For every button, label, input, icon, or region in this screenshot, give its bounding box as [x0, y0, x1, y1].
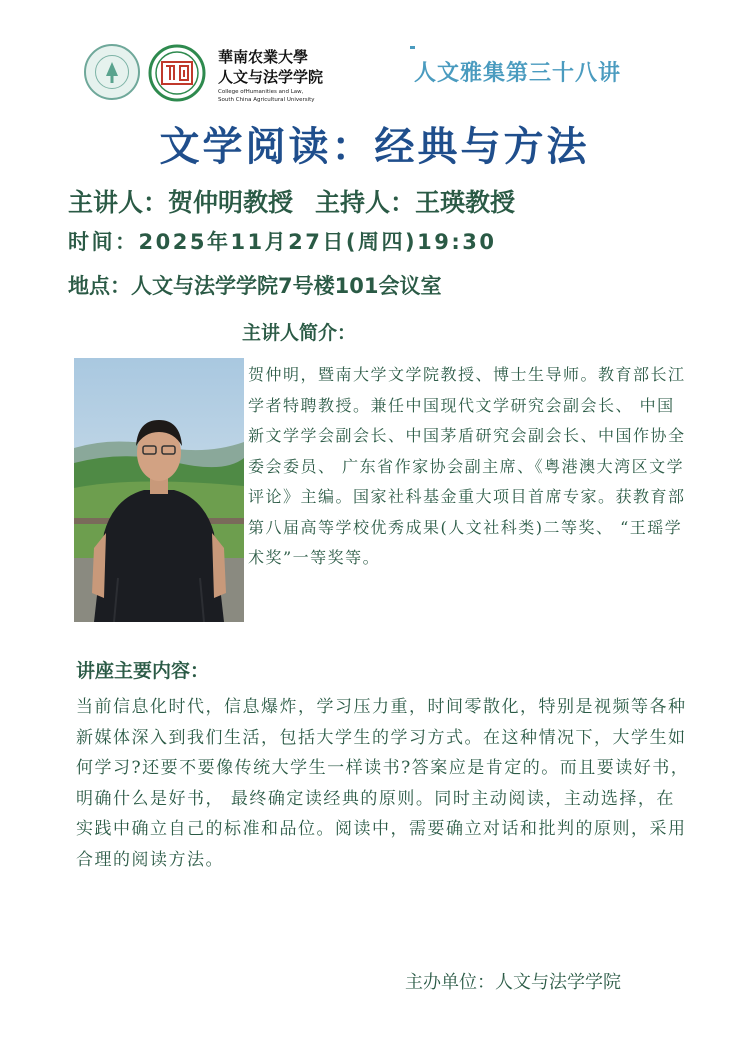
college-name-english-line2: South China Agricultural University	[218, 97, 315, 103]
bio-heading: 主讲人简介：	[242, 322, 357, 344]
lecture-time: 时间：2025年11月27日(周四)19:30	[68, 230, 497, 254]
speaker: 主讲人：贺仲明教授	[68, 188, 294, 217]
content-heading: 讲座主要内容：	[76, 660, 210, 682]
lecture-location: 地点：人文与法学学院7号楼101会议室	[68, 274, 442, 298]
lecture-series: 人文雅集第三十八讲	[414, 61, 622, 86]
speaker-bio: 贺仲明，暨南大学文学院教授、博士生导师。教育部长江学者特聘教授。兼任中国现代文学研究会副会长、 中国新文学学会副会长、中国茅盾研究会副会长、中国作协全委会委员、 广东省作家协会副主席、《粤港澳大湾区文学评论》主编。国家社科基金重大项目首席专家。获教育部第八届高等学校优秀成果(人文社科类)二等奖、 “王瑶学术奖”一等奖等。	[248, 365, 686, 567]
university-logo	[84, 44, 140, 100]
decorative-dash	[410, 46, 415, 49]
college-name-english-line1: College ofHumanities and Law,	[218, 89, 304, 95]
organizer: 主办单位：人文与法学学院	[405, 972, 621, 993]
university-name: 華南农業大學	[218, 48, 309, 66]
speaker-photo	[74, 358, 244, 622]
lecture-content: 当前信息化时代，信息爆炸，学习压力重，时间零散化，特别是视频等各种新媒体深入到我们生活，包括大学生的学习方式。在这种情况下，大学生如何学习?还要不要像传统大学生一样读书?答案应是肯定的。而且要读好书，明确什么是好书， 最终确定读经典的原则。同时主动阅读，主动选择，在实践中确立自己的标准和品位。阅读中，需要确立对话和批判的原则，采用合理的阅读方法。	[76, 697, 690, 870]
host: 主持人：王瑛教授	[315, 188, 516, 217]
college-logo	[148, 44, 206, 102]
lecture-title: 文学阅读：经典与方法	[159, 124, 590, 170]
college-name: 人文与法学学院	[218, 68, 324, 86]
speaker-host-line	[68, 183, 515, 219]
